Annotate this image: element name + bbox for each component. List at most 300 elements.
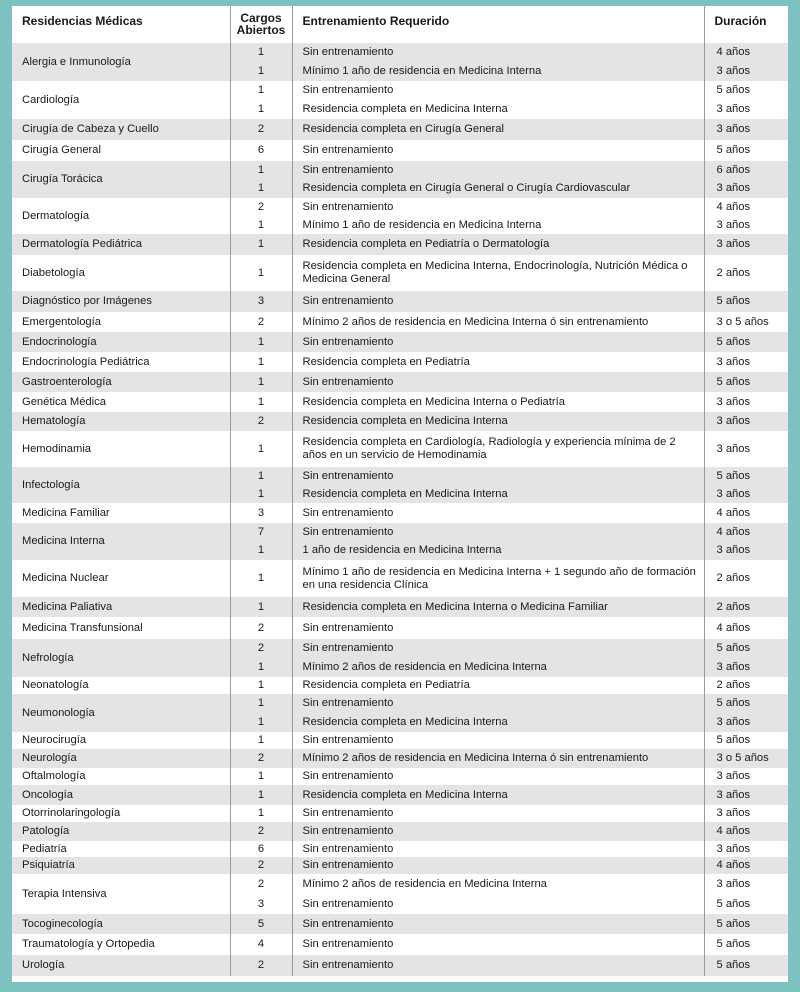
- specialty-cell: Genética Médica: [12, 392, 230, 412]
- positions-cell: [230, 694, 292, 732]
- positions-value: 1: [257, 103, 265, 115]
- training-value: Mínimo 2 años de residencia en Medicina Interna ó sin entrenamiento: [302, 752, 649, 764]
- training-value: Residencia completa en Cirugía General: [302, 123, 504, 135]
- positions-value: 1: [257, 679, 265, 691]
- duration-cell: [704, 841, 788, 857]
- training-value: Residencia completa en Medicina Interna: [302, 487, 508, 500]
- training-value: Residencia completa en Medicina Interna: [302, 415, 508, 427]
- training-cell: [292, 140, 704, 161]
- positions-cell: [230, 617, 292, 639]
- training-value: Residencia completa en Medicina Interna, Endocrinología, Nutrición Médica o Medicina General: [302, 260, 688, 285]
- positions-value: 2: [257, 877, 265, 890]
- training-cell: [292, 234, 704, 255]
- positions-cell: [230, 805, 292, 822]
- positions-cell: [230, 431, 292, 467]
- training-cell: [292, 805, 704, 822]
- positions-cell: [230, 312, 292, 332]
- training-value: Sin entrenamiento: [302, 469, 394, 482]
- positions-cell: [230, 749, 292, 768]
- positions-cell: [230, 677, 292, 694]
- positions-value: 1: [257, 84, 265, 96]
- training-cell: [292, 119, 704, 140]
- specialty-cell: Patología: [12, 822, 230, 841]
- specialty-cell: Otorrinolaringología: [12, 805, 230, 822]
- positions-value: 1: [257, 734, 265, 746]
- positions-cell: [230, 597, 292, 617]
- training-value: Sin entrenamiento: [302, 807, 394, 819]
- duration-cell: [704, 198, 788, 234]
- table-row: [12, 822, 788, 841]
- specialty-cell: Hematología: [12, 412, 230, 431]
- table-row: [12, 914, 788, 934]
- duration-value: 3 o 5 años: [716, 752, 769, 764]
- table-row: [12, 841, 788, 857]
- training-cell: [292, 352, 704, 372]
- duration-value: 3 años: [716, 103, 751, 115]
- positions-value: 2: [257, 752, 265, 764]
- training-cell: [292, 291, 704, 312]
- positions-cell: [230, 332, 292, 352]
- duration-value: 5 años: [716, 144, 751, 156]
- table-row: [12, 412, 788, 431]
- positions-value: 7: [257, 525, 265, 538]
- table-row: [12, 597, 788, 617]
- training-cell: [292, 161, 704, 198]
- duration-cell: [704, 857, 788, 874]
- positions-value: 1: [257, 375, 265, 388]
- duration-value: 3 años: [716, 807, 751, 819]
- table-row: [12, 332, 788, 352]
- duration-cell: [704, 255, 788, 291]
- specialty-cell: Medicina Transfunsional: [12, 617, 230, 639]
- training-value: Residencia completa en Medicina Interna: [302, 103, 508, 115]
- specialty-cell: Psiquiatría: [12, 857, 230, 874]
- duration-value: 3 años: [716, 355, 751, 368]
- duration-value: 3 años: [716, 182, 751, 195]
- positions-value: 2: [257, 642, 265, 654]
- specialty-cell: Neumonología: [12, 694, 230, 732]
- positions-cell: [230, 467, 292, 503]
- specialty-cell: Urología: [12, 955, 230, 976]
- duration-cell: [704, 392, 788, 412]
- positions-value: 3: [257, 506, 265, 519]
- positions-cell: [230, 822, 292, 841]
- training-cell: [292, 874, 704, 914]
- table-row: [12, 291, 788, 312]
- positions-value: 1: [257, 544, 265, 557]
- duration-value: 3 o 5 años: [716, 315, 769, 328]
- specialty-cell: Endocrinología Pediátrica: [12, 352, 230, 372]
- positions-cell: [230, 934, 292, 955]
- table-row: [12, 372, 788, 392]
- positions-value: 1: [257, 46, 265, 58]
- specialty-cell: Cardiología: [12, 81, 230, 119]
- specialty-cell: Hemodinamia: [12, 431, 230, 467]
- specialty-cell: Neonatología: [12, 677, 230, 694]
- training-value: Residencia completa en Cirugía General o Cirugía Cardiovascular: [302, 182, 631, 195]
- duration-value: 5 años: [716, 938, 751, 950]
- positions-value: 1: [257, 266, 265, 279]
- positions-value: 1: [257, 182, 265, 195]
- duration-value: 4 años: [716, 200, 751, 213]
- training-cell: [292, 431, 704, 467]
- duration-value: 5 años: [716, 375, 751, 388]
- training-cell: [292, 255, 704, 291]
- duration-value: 5 años: [716, 917, 751, 930]
- specialty-cell: Cirugía de Cabeza y Cuello: [12, 119, 230, 140]
- residencies-table: [12, 6, 788, 976]
- positions-value: 4: [257, 938, 265, 950]
- duration-cell: [704, 43, 788, 81]
- duration-cell: [704, 412, 788, 431]
- duration-value: 5 años: [716, 959, 751, 971]
- duration-cell: [704, 597, 788, 617]
- positions-cell: [230, 874, 292, 914]
- duration-cell: [704, 161, 788, 198]
- training-value: Sin entrenamiento: [302, 525, 394, 538]
- positions-value: 1: [257, 697, 265, 709]
- training-value: Sin entrenamiento: [302, 959, 394, 971]
- duration-value: 3 años: [716, 415, 751, 427]
- duration-cell: [704, 934, 788, 955]
- positions-value: 2: [257, 415, 265, 427]
- specialty-cell: Tocoginecología: [12, 914, 230, 934]
- duration-value: 2 años: [716, 679, 751, 691]
- positions-cell: [230, 841, 292, 857]
- duration-value: 5 años: [716, 897, 751, 910]
- specialty-cell: Dermatología Pediátrica: [12, 234, 230, 255]
- header-positions: [230, 6, 292, 43]
- duration-value: 4 años: [716, 621, 751, 634]
- duration-cell: [704, 119, 788, 140]
- training-cell: [292, 768, 704, 785]
- duration-value: 3 años: [716, 238, 751, 250]
- training-value: Sin entrenamiento: [302, 506, 394, 519]
- header-specialty: Residencias Médicas: [12, 6, 230, 43]
- duration-value: 3 años: [716, 218, 751, 231]
- training-cell: [292, 749, 704, 768]
- header-positions-line2: Abiertos: [236, 23, 286, 37]
- training-cell: [292, 617, 704, 639]
- table-row: [12, 749, 788, 768]
- training-cell: [292, 412, 704, 431]
- positions-value: 1: [257, 661, 265, 673]
- training-value: Mínimo 1 año de residencia en Medicina Interna: [302, 65, 542, 77]
- training-cell: [292, 332, 704, 352]
- training-value: Sin entrenamiento: [302, 697, 394, 709]
- training-cell: [292, 677, 704, 694]
- duration-cell: [704, 372, 788, 392]
- training-value: Sin entrenamiento: [302, 842, 394, 855]
- training-value: Sin entrenamiento: [302, 917, 394, 930]
- positions-value: 2: [257, 825, 265, 837]
- training-cell: [292, 955, 704, 976]
- duration-cell: [704, 749, 788, 768]
- specialty-cell: Gastroenterología: [12, 372, 230, 392]
- duration-cell: [704, 523, 788, 560]
- positions-cell: [230, 352, 292, 372]
- training-value: Residencia completa en Pediatría: [302, 355, 470, 368]
- duration-value: 3 años: [716, 877, 751, 890]
- positions-cell: [230, 560, 292, 597]
- training-cell: [292, 523, 704, 560]
- duration-value: 3 años: [716, 487, 751, 500]
- positions-cell: [230, 785, 292, 805]
- duration-cell: [704, 805, 788, 822]
- positions-cell: [230, 234, 292, 255]
- table-row: [12, 352, 788, 372]
- positions-cell: [230, 412, 292, 431]
- training-value: Sin entrenamiento: [302, 621, 394, 634]
- positions-cell: [230, 43, 292, 81]
- header-positions-line1: Cargos: [240, 11, 282, 25]
- table-row: [12, 161, 788, 198]
- duration-cell: [704, 732, 788, 749]
- specialty-cell: Medicina Nuclear: [12, 560, 230, 597]
- specialty-cell: Nefrología: [12, 639, 230, 677]
- table-row: [12, 934, 788, 955]
- table-header-row: [12, 6, 788, 43]
- training-cell: [292, 639, 704, 677]
- training-cell: [292, 372, 704, 392]
- specialty-cell: Alergia e Inmunología: [12, 43, 230, 81]
- table-row: [12, 503, 788, 523]
- positions-cell: [230, 523, 292, 560]
- training-value: Sin entrenamiento: [302, 200, 394, 213]
- table-row: [12, 785, 788, 805]
- duration-value: 3 años: [716, 716, 751, 728]
- specialty-cell: Cirugía Torácica: [12, 161, 230, 198]
- positions-cell: [230, 255, 292, 291]
- positions-value: 6: [257, 842, 265, 855]
- table-row: [12, 732, 788, 749]
- table-row: [12, 198, 788, 234]
- duration-value: 5 años: [716, 697, 751, 709]
- training-value: Sin entrenamiento: [302, 825, 394, 837]
- duration-value: 4 años: [716, 506, 751, 519]
- training-value: Residencia completa en Medicina Interna: [302, 716, 508, 728]
- duration-cell: [704, 81, 788, 119]
- training-value: Sin entrenamiento: [302, 897, 394, 910]
- positions-value: 1: [257, 572, 265, 584]
- positions-value: 2: [257, 315, 265, 328]
- training-value: Sin entrenamiento: [302, 46, 394, 58]
- duration-cell: [704, 467, 788, 503]
- positions-value: 1: [257, 355, 265, 368]
- duration-value: 3 años: [716, 788, 751, 801]
- positions-value: 5: [257, 917, 265, 930]
- positions-value: 1: [257, 469, 265, 482]
- positions-value: 2: [257, 859, 265, 871]
- specialty-cell: Medicina Interna: [12, 523, 230, 560]
- duration-cell: [704, 914, 788, 934]
- positions-cell: [230, 768, 292, 785]
- specialty-cell: Pediatría: [12, 841, 230, 857]
- positions-value: 1: [257, 716, 265, 728]
- training-value: Residencia completa en Pediatría o Dermatología: [302, 238, 550, 250]
- training-value: Residencia completa en Medicina Interna: [302, 788, 508, 801]
- training-value: Sin entrenamiento: [302, 642, 394, 654]
- duration-cell: [704, 234, 788, 255]
- table-row: [12, 312, 788, 332]
- duration-value: 3 años: [716, 544, 751, 557]
- specialty-cell: Diabetología: [12, 255, 230, 291]
- duration-value: 3 años: [716, 770, 751, 782]
- table-row: [12, 805, 788, 822]
- duration-cell: [704, 312, 788, 332]
- training-cell: [292, 503, 704, 523]
- specialty-cell: Medicina Paliativa: [12, 597, 230, 617]
- duration-cell: [704, 955, 788, 976]
- training-value: Mínimo 1 año de residencia en Medicina Interna: [302, 218, 542, 231]
- header-training: Entrenamiento Requerido: [292, 6, 704, 43]
- training-value: Sin entrenamiento: [302, 734, 394, 746]
- positions-cell: [230, 639, 292, 677]
- training-value: Sin entrenamiento: [302, 375, 394, 388]
- training-value: Mínimo 2 años de residencia en Medicina Interna ó sin entrenamiento: [302, 315, 649, 328]
- duration-value: 4 años: [716, 525, 751, 538]
- duration-value: 5 años: [716, 469, 751, 482]
- duration-cell: [704, 768, 788, 785]
- duration-cell: [704, 785, 788, 805]
- duration-value: 5 años: [716, 335, 751, 348]
- positions-cell: [230, 291, 292, 312]
- training-cell: [292, 43, 704, 81]
- duration-value: 5 años: [716, 295, 751, 307]
- positions-cell: [230, 119, 292, 140]
- duration-cell: [704, 560, 788, 597]
- positions-cell: [230, 503, 292, 523]
- training-value: Residencia completa en Medicina Interna o Pediatría: [302, 395, 565, 408]
- positions-cell: [230, 955, 292, 976]
- training-cell: [292, 822, 704, 841]
- duration-value: 2 años: [716, 266, 751, 279]
- positions-cell: [230, 857, 292, 874]
- duration-value: 4 años: [716, 825, 751, 837]
- header-duration: Duración: [714, 14, 767, 28]
- training-cell: [292, 732, 704, 749]
- table-row: [12, 234, 788, 255]
- table-body: [12, 43, 788, 976]
- positions-value: 1: [257, 442, 265, 455]
- positions-value: 1: [257, 788, 265, 801]
- duration-value: 2 años: [716, 600, 751, 613]
- positions-value: 1: [257, 395, 265, 408]
- positions-value: 2: [257, 200, 265, 213]
- positions-value: 1: [257, 487, 265, 500]
- training-cell: [292, 694, 704, 732]
- training-cell: [292, 560, 704, 597]
- table-row: [12, 119, 788, 140]
- table-row: [12, 617, 788, 639]
- table-row: [12, 560, 788, 597]
- training-value: Sin entrenamiento: [302, 84, 394, 96]
- duration-value: 3 años: [716, 442, 751, 455]
- specialty-cell: Oncología: [12, 785, 230, 805]
- training-cell: [292, 597, 704, 617]
- positions-cell: [230, 914, 292, 934]
- training-cell: [292, 785, 704, 805]
- training-cell: [292, 841, 704, 857]
- training-cell: [292, 467, 704, 503]
- duration-value: 5 años: [716, 84, 751, 96]
- positions-value: 2: [257, 621, 265, 634]
- positions-cell: [230, 81, 292, 119]
- table-row: [12, 255, 788, 291]
- training-cell: [292, 914, 704, 934]
- training-value: Sin entrenamiento: [302, 770, 394, 782]
- duration-cell: [704, 874, 788, 914]
- duration-cell: [704, 694, 788, 732]
- duration-value: 3 años: [716, 661, 751, 673]
- training-value: Mínimo 2 años de residencia en Medicina Interna: [302, 661, 547, 673]
- table-row: [12, 392, 788, 412]
- duration-cell: [704, 352, 788, 372]
- duration-value: 5 años: [716, 642, 751, 654]
- duration-cell: [704, 677, 788, 694]
- specialty-cell: Oftalmología: [12, 768, 230, 785]
- positions-value: 3: [257, 897, 265, 910]
- table-row: [12, 81, 788, 119]
- duration-value: 3 años: [716, 395, 751, 408]
- training-value: Sin entrenamiento: [302, 938, 394, 950]
- positions-value: 1: [257, 807, 265, 819]
- duration-value: 4 años: [716, 46, 751, 58]
- table-row: [12, 874, 788, 914]
- duration-value: 3 años: [716, 842, 751, 855]
- training-value: Sin entrenamiento: [302, 335, 394, 348]
- duration-value: 6 años: [716, 163, 751, 176]
- training-cell: [292, 392, 704, 412]
- table-row: [12, 694, 788, 732]
- specialty-cell: Infectología: [12, 467, 230, 503]
- positions-cell: [230, 732, 292, 749]
- training-value: Sin entrenamiento: [302, 163, 394, 176]
- positions-value: 2: [257, 959, 265, 971]
- training-value: Residencia completa en Cardiología, Radiología y experiencia mínima de 2 años en un servicio de Hemodinamia: [302, 436, 676, 461]
- positions-value: 1: [257, 600, 265, 613]
- specialty-cell: Traumatología y Ortopedia: [12, 934, 230, 955]
- table-row: [12, 467, 788, 503]
- training-value: Mínimo 2 años de residencia en Medicina Interna: [302, 877, 547, 890]
- specialty-cell: Terapia Intensiva: [12, 874, 230, 914]
- training-value: Residencia completa en Pediatría: [302, 679, 470, 691]
- table-row: [12, 523, 788, 560]
- positions-value: 1: [257, 163, 265, 176]
- training-value: 1 año de residencia en Medicina Interna: [302, 544, 502, 557]
- duration-value: 2 años: [716, 572, 751, 584]
- training-value: Sin entrenamiento: [302, 144, 394, 156]
- positions-value: 1: [257, 335, 265, 348]
- positions-value: 3: [257, 295, 265, 307]
- positions-value: 1: [257, 238, 265, 250]
- duration-cell: [704, 291, 788, 312]
- training-cell: [292, 857, 704, 874]
- table-row: [12, 43, 788, 81]
- specialty-cell: Medicina Familiar: [12, 503, 230, 523]
- duration-cell: [704, 332, 788, 352]
- specialty-cell: Diagnóstico por Imágenes: [12, 291, 230, 312]
- table-row: [12, 140, 788, 161]
- training-cell: [292, 198, 704, 234]
- duration-value: 5 años: [716, 734, 751, 746]
- positions-value: 2: [257, 123, 265, 135]
- specialty-cell: Endocrinología: [12, 332, 230, 352]
- positions-cell: [230, 140, 292, 161]
- training-value: Sin entrenamiento: [302, 859, 394, 871]
- specialty-cell: Neurocirugía: [12, 732, 230, 749]
- positions-value: 1: [257, 65, 265, 77]
